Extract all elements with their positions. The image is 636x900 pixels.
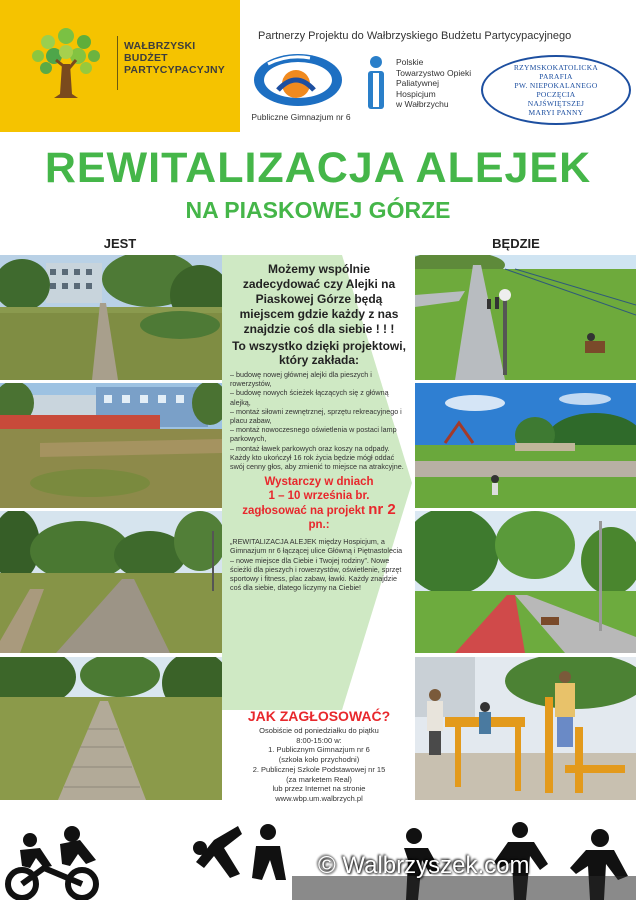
before-photo-4 xyxy=(0,657,222,800)
list-item: – budowę nowych ścieżek łączących się z główną alejką, xyxy=(230,388,389,407)
campaign-lead: Możemy wspólnie zadecydować czy Alejki na Piaskowej Górze będą miejscem gdzie każdy z nas znajdzie coś dla siebie ! ! ! xyxy=(239,262,399,336)
parish-line: RZYMSKOKATOLICKA xyxy=(513,63,599,72)
list-item: – montaż ławek parkowych oraz koszy na odpady. xyxy=(230,443,390,453)
partner2-line: Towarzystwo Opieki xyxy=(396,67,472,78)
parish-line: POCZĘCIA xyxy=(536,90,576,99)
logo-divider xyxy=(117,36,118,90)
how-to-vote-text xyxy=(230,726,408,804)
how-line: Osobiście od poniedziałku do piątku xyxy=(259,726,379,735)
after-photo-3 xyxy=(415,511,636,653)
how-line: lub przez Internet na stronie xyxy=(272,784,366,794)
vote-line: 1 – 10 września br. xyxy=(268,490,370,503)
watermark: © Walbrzyszek.com xyxy=(318,852,530,879)
after-label: BĘDZIE xyxy=(492,236,540,251)
partner1-label: Publiczne Gimnazjum nr 6 xyxy=(251,112,351,122)
partner2-name xyxy=(396,57,486,110)
before-photo-2 xyxy=(0,383,222,508)
vote-line: pn.: xyxy=(308,519,330,532)
how-line: (za marketem Real) xyxy=(286,774,352,784)
parish-line: NAJŚWIĘTSZEJ xyxy=(527,99,585,108)
list-item: – montaż nowoczesnego oświetlenia w postaci lamp parkowych, xyxy=(230,425,397,444)
vote-dates xyxy=(230,475,408,532)
logo-wordmark xyxy=(124,40,236,76)
age-note: Każdy kto ukończył 16 rok życia będzie mógł oddać swój cenny głos, aby zmienić to miejsce na atrakcyjne. xyxy=(230,452,404,472)
how-line: 2. Publicznej Szkole Podstawowej nr 15 xyxy=(252,764,386,774)
after-photo-1 xyxy=(415,255,636,380)
after-photo-2 xyxy=(415,383,636,508)
list-item: – budowę nowej głównej alejki dla pieszych i rowerzystów, xyxy=(230,370,372,389)
page-subtitle: NA PIASKOWEJ GÓRZE xyxy=(185,197,451,223)
parish-logo xyxy=(481,55,631,125)
campaign-lead-2: To wszystko dzięki projektowi, który zakłada: xyxy=(232,339,406,367)
vote-line-project xyxy=(230,503,408,518)
how-line: 1. Publicznym Gimnazjum nr 6 xyxy=(268,745,370,755)
after-photo-4 xyxy=(415,657,636,800)
before-photo-1 xyxy=(0,255,222,380)
campaign-text xyxy=(230,262,408,592)
vote-line: Wystarczy w dniach xyxy=(264,476,374,489)
parish-line: PARAFIA xyxy=(539,72,573,81)
tree-logo-icon xyxy=(26,22,106,102)
logo-line-3: PARTYCYPACYJNY xyxy=(124,64,226,76)
before-label: JEST xyxy=(103,236,137,251)
partner2-line: Hospicjum xyxy=(396,88,436,99)
how-line: (szkoła koło przychodni) xyxy=(278,755,360,765)
budget-logo-panel xyxy=(0,0,240,132)
partners-title: Partnerzy Projektu do Wałbrzyskiego Budżetu Partycypacyjnego xyxy=(258,30,572,42)
parish-line: MARYI PANNY xyxy=(528,108,584,117)
logo-line-2: BUDŻET xyxy=(124,52,168,64)
before-photo-3 xyxy=(0,511,222,653)
partner2-line: Polskie xyxy=(396,57,424,67)
vote-line: zagłosować na projekt xyxy=(242,505,365,518)
parish-line: PW. NIEPOKALANEGO xyxy=(514,81,598,90)
list-item: – montaż siłowni zewnętrznej, sprzętu rekreacyjnego i placu zabaw, xyxy=(230,406,402,426)
partner2-line: Paliatywnej xyxy=(396,78,439,88)
logo-line-1: WAŁBRZYSKI xyxy=(124,40,196,52)
project-number: nr 2 xyxy=(368,501,396,519)
project-scope-list xyxy=(230,370,408,453)
how-to-vote-heading: JAK ZAGŁOSOWAĆ? xyxy=(247,708,391,724)
website-link[interactable]: www.wbp.um.walbrzych.pl xyxy=(275,793,363,803)
hospice-logo-icon xyxy=(362,55,390,111)
how-line: 8:00-15:00 w: xyxy=(296,735,342,745)
partner2-line: w Wałbrzychu xyxy=(396,99,449,109)
project-description: „REWITALIZACJA ALEJEK między Hospicjum, a Gimnazjum nr 6 łączącej ulice Główną i Piętnastolecia – nowe miejsce dla Ciebie i Twojej rodziny”. Nowe ścieżki dla pieszych i rowerzystów, oświetlenie, sprzęt sportowy i fitness, plac zabaw, ławki. Każdy znajdzie coś dla siebie, dlatego liczymy na Ciebie! xyxy=(230,537,403,593)
page-title: REWITALIZACJA ALEJEK xyxy=(44,144,592,192)
